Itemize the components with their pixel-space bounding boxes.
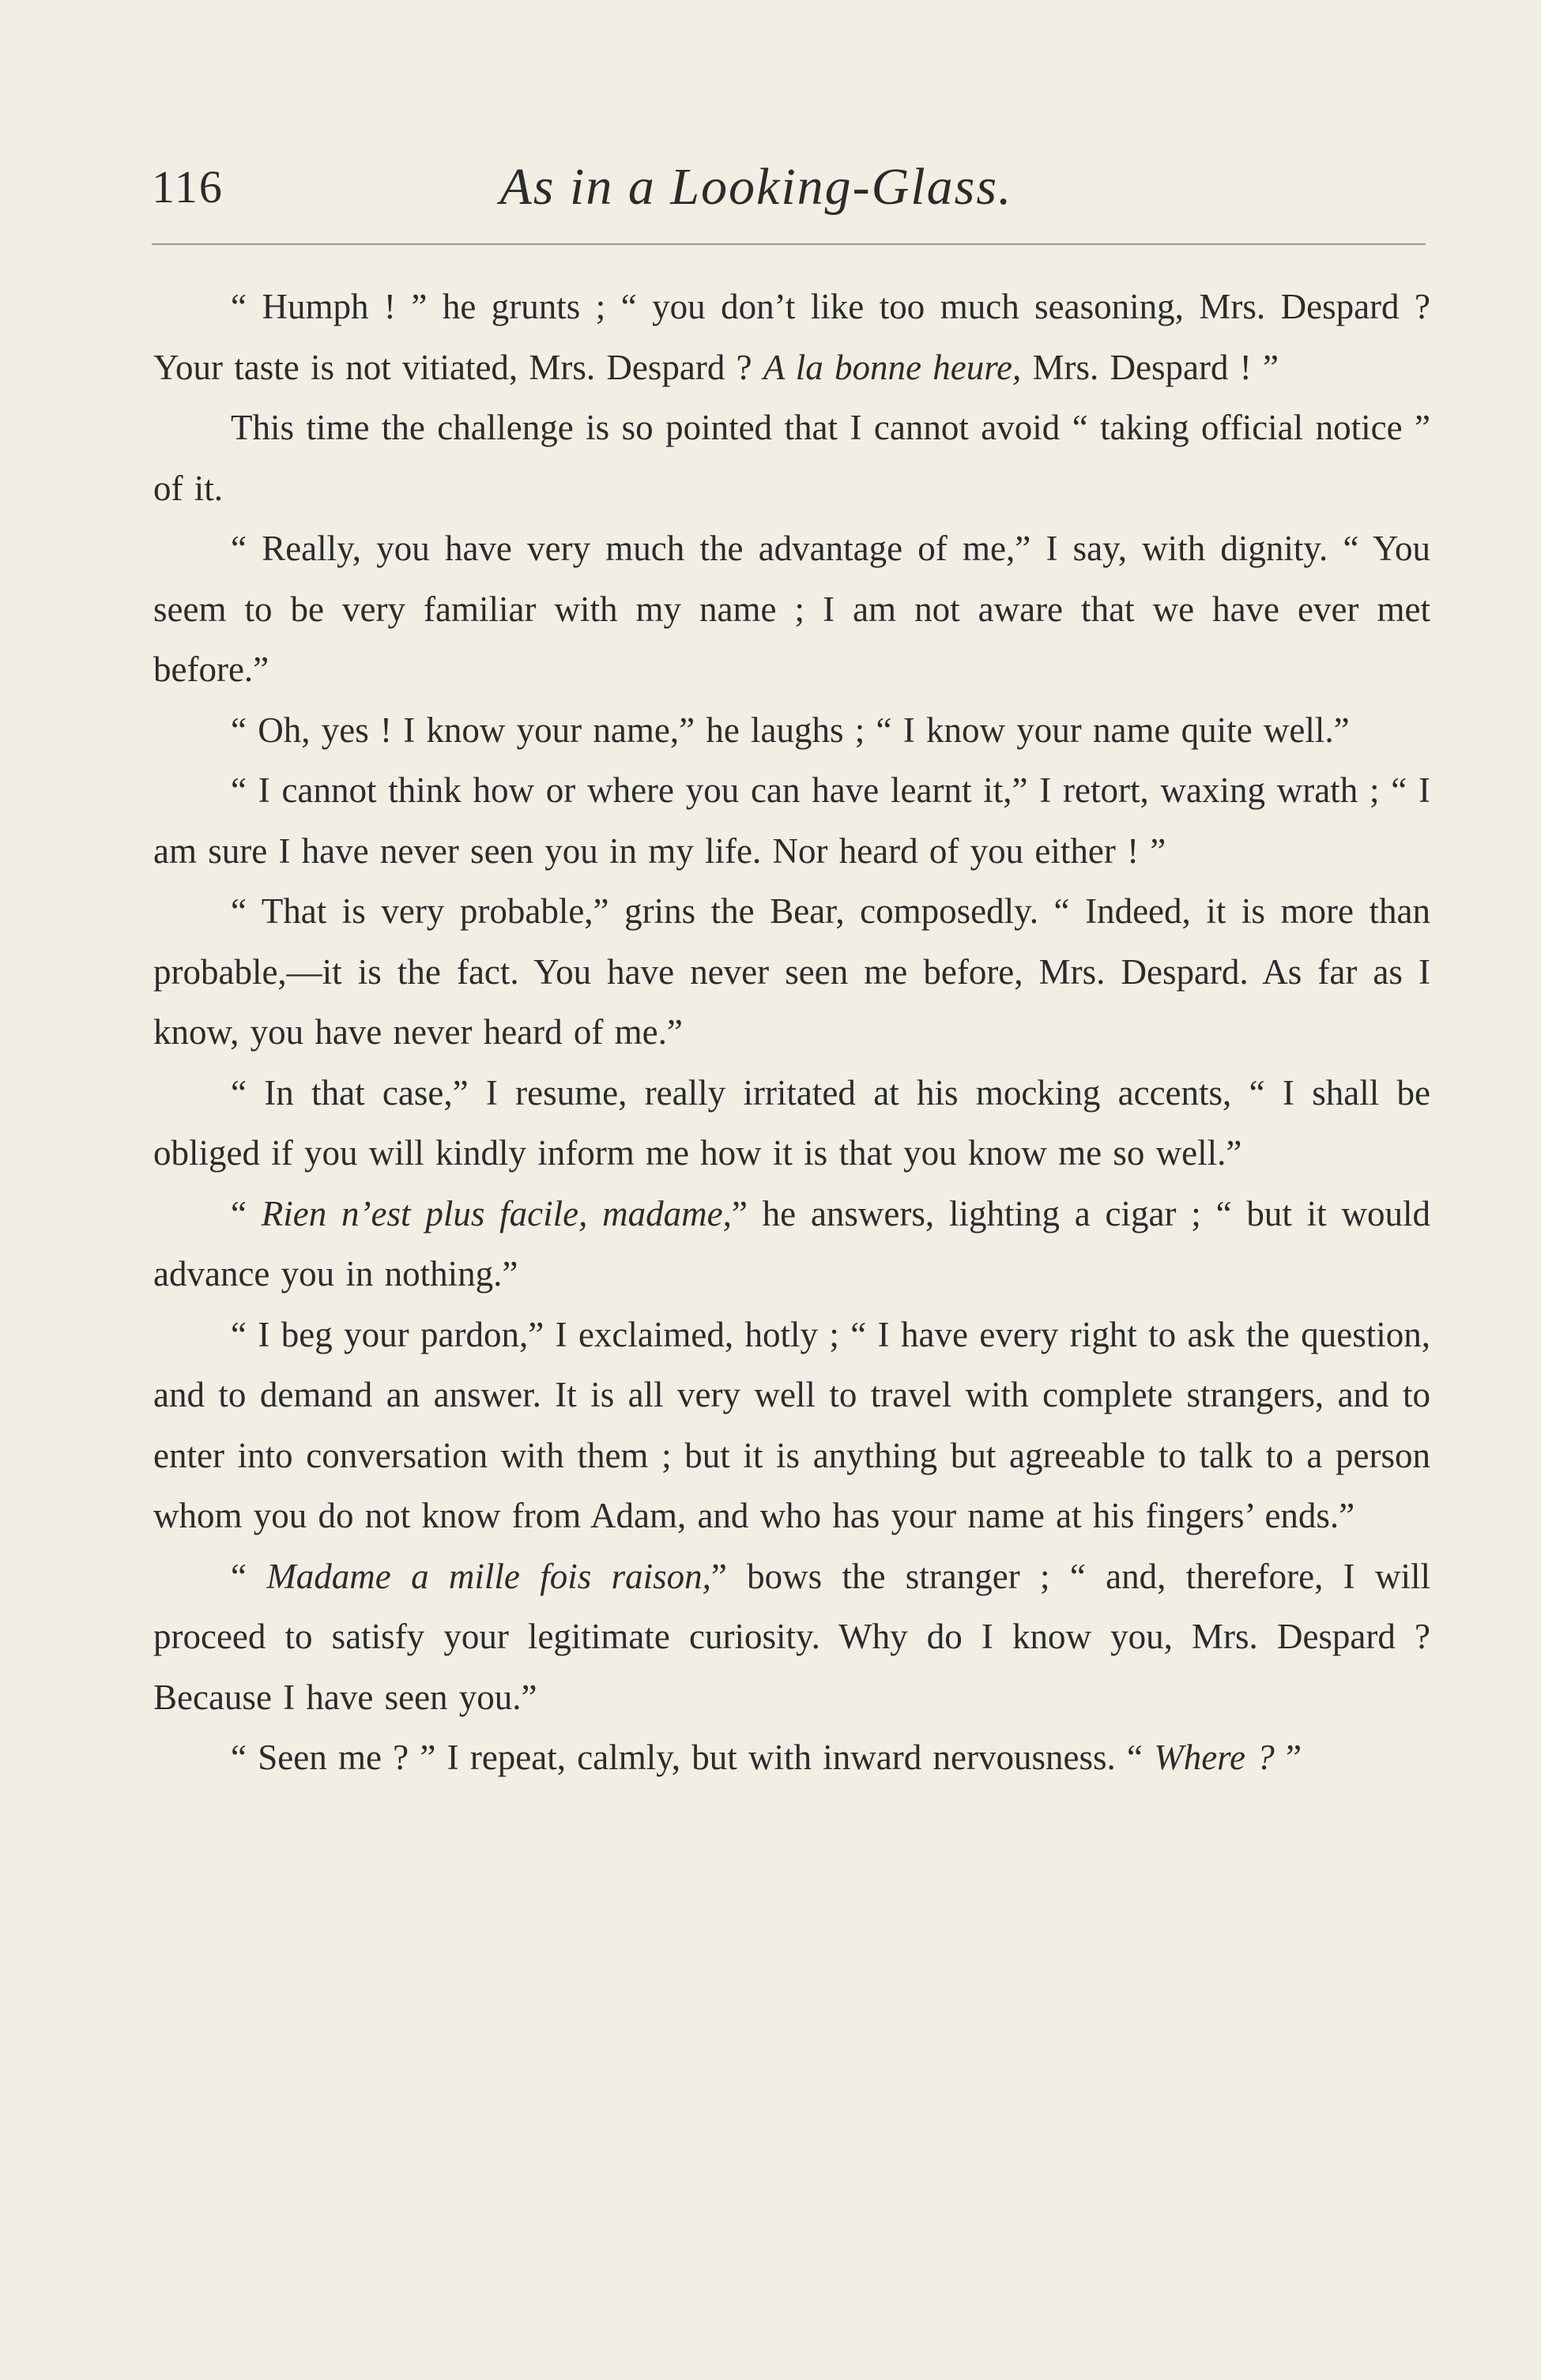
text-run: “ Oh, yes ! I know your name,” he laughs ; “ I know your name quite well.” [231, 710, 1350, 750]
paragraph [153, 1063, 1430, 1184]
paragraph [153, 1727, 1430, 1788]
paragraph [153, 1305, 1430, 1546]
text-run: ” [1274, 1738, 1302, 1777]
paragraph [153, 700, 1430, 761]
italic-text: Where ? [1154, 1738, 1275, 1777]
text-run: “ Humph ! ” he grunts ; “ you don’t like too much seasoning, Mrs. Despard ? Your taste is not vitiated, Mrs. Despard ? [153, 287, 1430, 387]
page-header [152, 154, 1432, 225]
italic-text: Madame a mille fois raison, [266, 1556, 711, 1596]
text-run: “ [231, 1193, 262, 1233]
text-run: “ I cannot think how or where you can have learnt it,” I retort, waxing wrath ; “ I am sure I have never seen you in my life. Nor heard of you either ! ” [153, 770, 1430, 871]
page-number: 116 [152, 161, 224, 213]
italic-text: Rien n’est plus facile, madame, [261, 1193, 732, 1233]
text-run: “ Seen me ? ” I repeat, calmly, but with inward nervousness. “ [231, 1738, 1155, 1777]
text-run: “ I beg your pardon,” I exclaimed, hotly ; “ I have every right to ask the question, and to demand an answer. It is all very well to travel with complete strangers, and to enter into conversation with them ; but it is anything but agreeable to talk to a person whom you do not know from Adam, and who has your name at his fingers’ ends.” [153, 1314, 1430, 1535]
body-text [153, 277, 1430, 1788]
text-run: “ That is very probable,” grins the Bear, composedly. “ Indeed, it is more than probable,—it is the fact. You have never seen me before, Mrs. Despard. As far as I know, you have never heard of me.” [153, 891, 1430, 1052]
text-run: ” he answers, lighting a cigar ; “ but it would advance you in nothing.” [153, 1193, 1430, 1294]
text-run: “ In that case,” I resume, really irritated at his mocking accents, “ I shall be obliged if you will kindly inform me how it is that you know me so well.” [153, 1072, 1430, 1173]
running-title: As in a Looking-Glass. [499, 158, 1013, 216]
text-run: ” bows the stranger ; “ and, therefore, I will proceed to satisfy your legitimate curiosity. Why do I know you, Mrs. Despard ? Because I have seen you.” [153, 1556, 1430, 1717]
text-run: “ Really, you have very much the advantage of me,” I say, with dignity. “ You seem to be very familiar with my name ; I am not aware that we have ever met before.” [153, 529, 1430, 689]
text-run: “ [231, 1556, 267, 1596]
italic-text: A la bonne heure, [763, 347, 1022, 387]
paragraph [153, 760, 1430, 881]
paragraph [153, 1546, 1430, 1728]
text-run: Mrs. Despard ! ” [1021, 347, 1279, 387]
paragraph [153, 518, 1430, 700]
header-rule [152, 243, 1426, 245]
paragraph [153, 397, 1430, 518]
paragraph [153, 881, 1430, 1063]
text-run: This time the challenge is so pointed that I cannot avoid “ taking official notice ” of it. [153, 408, 1430, 508]
paragraph [153, 277, 1430, 397]
paragraph [153, 1184, 1430, 1305]
